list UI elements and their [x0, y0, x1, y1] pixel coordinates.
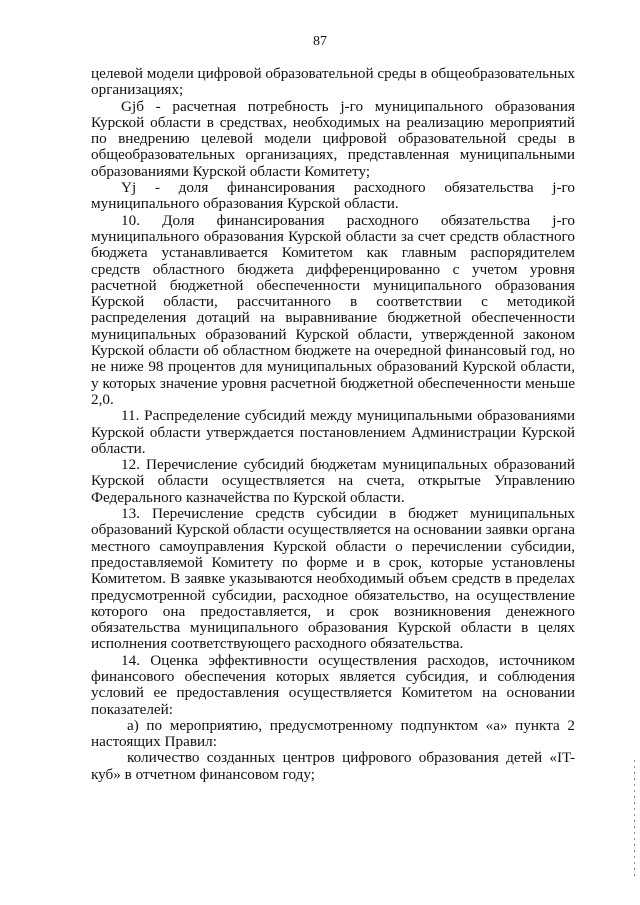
page-number: 87	[313, 34, 327, 49]
paragraph-14-a: а) по мероприятию, предусмотренному подпунктом «а» пункта 2 настоящих Правил:	[91, 716, 575, 751]
paragraph-yj-definition: Yj - доля финансирования расходного обязательства j-го муниципального образования Курской области.	[91, 179, 575, 213]
paragraph-continuation: целевой модели цифровой образовательной среды в общеобразовательных организациях;	[91, 65, 576, 99]
scan-edge-mark	[634, 760, 635, 880]
paragraph-gjb-definition: Gjб - расчетная потребность j-го муниципального образования Курской области в средствах, необходимых на реализацию мероприятий по внедрению целевой модели цифровой образовательной среды в общеобразовательных организациях, представленная муниципальными образованиями Курской области Комитету;	[91, 97, 575, 180]
paragraph-14-a-indicator: количество созданных центров цифрового образования детей «IT-куб» в отчетном финансовом году;	[91, 749, 575, 783]
paragraph-10: 10. Доля финансирования расходного обязательства j-го муниципального образования Курской области за счет средств областного бюджета устанавливается Комитетом как главным распорядителем средств областного бюджета дифференцированно с учетом уровня расчетной бюджетной обеспеченности муниципального образования Курской области, рассчитанного в соответствии с методикой распределения дотаций на выравнивание бюджетной обеспеченности муниципальных образований Курской области, утвержденной законом Курской области об областном бюджете на очередной финансовый год, но не ниже 98 процентов для муниципальных образований Курской области, у которых значение уровня расчетной бюджетной обеспеченности меньше 2,0.	[91, 211, 575, 408]
document-body	[91, 66, 575, 783]
paragraph-14: 14. Оценка эффективности осуществления расходов, источником финансового обеспечения которых является субсидия, и соблюдения условий ее предоставления осуществляется Комитетом на основании показателей:	[91, 651, 575, 718]
paragraph-11: 11. Распределение субсидий между муниципальными образованиями Курской области утверждается постановлением Администрации Курской области.	[91, 407, 575, 457]
paragraph-13: 13. Перечисление средств субсидии в бюджет муниципальных образований Курской области осуществляется на основании заявки органа местного самоуправления Курской области о перечислении субсидии, предоставляемой Комитету по форме и в срок, которые установлены Комитетом. В заявке указываются необходимый объем средств в пределах предусмотренной субсидии, расходное обязательство, на осуществление которого она предоставляется, и срок возникновения денежного обязательства муниципального образования Курской области в целях исполнения соответствующего расходного обязательства.	[91, 505, 575, 653]
paragraph-12: 12. Перечисление субсидий бюджетам муниципальных образований Курской области осуществляется на счета, открытые Управлению Федерального казначейства по Курской области.	[91, 456, 575, 506]
